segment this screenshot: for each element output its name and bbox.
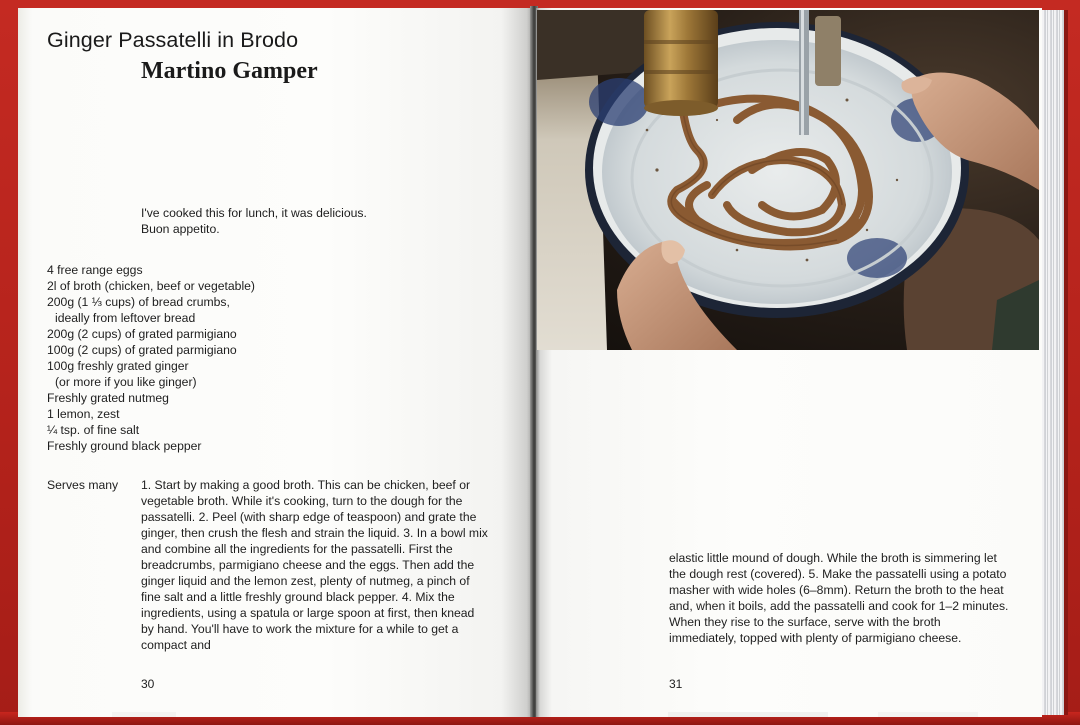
passatelli-photo-illustration — [537, 10, 1039, 350]
ingredient-item: 200g (2 cups) of grated parmigiano — [47, 327, 237, 341]
ingredient-list — [47, 262, 347, 454]
page-bottom-edge — [668, 712, 828, 717]
ingredient-item: Freshly ground black pepper — [47, 439, 202, 453]
page-bottom-edge — [112, 712, 176, 717]
recipe-title: Ginger Passatelli in Brodo — [47, 28, 299, 52]
servings-label: Serves many — [47, 478, 119, 492]
recipe-photo — [537, 10, 1039, 350]
intro-line: I've cooked this for lunch, it was delicious. — [141, 206, 367, 220]
ingredient-item: 100g freshly grated ginger — [47, 359, 189, 373]
ingredient-item: 2l of broth (chicken, beef or vegetable) — [47, 279, 255, 293]
intro-note — [141, 205, 461, 237]
intro-line: Buon appetito. — [141, 222, 220, 236]
ingredient-item: (or more if you like ginger) — [55, 375, 197, 389]
ingredient-item: 1 lemon, zest — [47, 407, 120, 421]
page-number-left: 30 — [141, 677, 155, 691]
ingredient-item: Freshly grated nutmeg — [47, 391, 169, 405]
ingredient-item: 100g (2 cups) of grated parmigiano — [47, 343, 237, 357]
cover-edge — [1064, 10, 1068, 715]
page-bottom-edge — [878, 712, 978, 717]
ingredient-item: 200g (1 ⅓ cups) of bread crumbs, — [47, 295, 230, 309]
page-edges — [1042, 10, 1066, 715]
method-text-continued: elastic little mound of dough. While the broth is simmering let the dough rest (covered). 5. Make the passatelli using a potato masher with wide holes (6–8mm). Return the broth to the heat and, when it boils, add the passatelli and cook for 1–2 minutes. When they rise to the surface, serve with the broth immediately, topped with plenty of parmigiano cheese. — [669, 551, 1009, 645]
ingredient-item: ¼ tsp. of fine salt — [47, 423, 140, 437]
method-text: 1. Start by making a good broth. This can be chicken, beef or vegetable broth. While it's cooking, turn to the dough for the passatelli. 2. Peel (with sharp edge of teaspoon) and grate the ginger, then crush the flesh and strain the liquid. 3. In a bowl mix and combine all the ingredients for the passatelli. First the breadcrumbs, parmigiano cheese and the eggs. Then add the ginger liquid and the lemon zest, plenty of nutmeg, a pinch of fine salt and a little freshly ground black pepper. 4. Mix the ingredients, using a spatula or large spoon at first, then knead by hand. You'll have to work the mixture for a while to get a compact and — [141, 478, 488, 652]
ingredient-item: 4 free range eggs — [47, 263, 143, 277]
page-number-right: 31 — [669, 677, 683, 691]
ingredient-item: ideally from leftover bread — [55, 311, 196, 325]
author-name: Martino Gamper — [141, 58, 318, 84]
